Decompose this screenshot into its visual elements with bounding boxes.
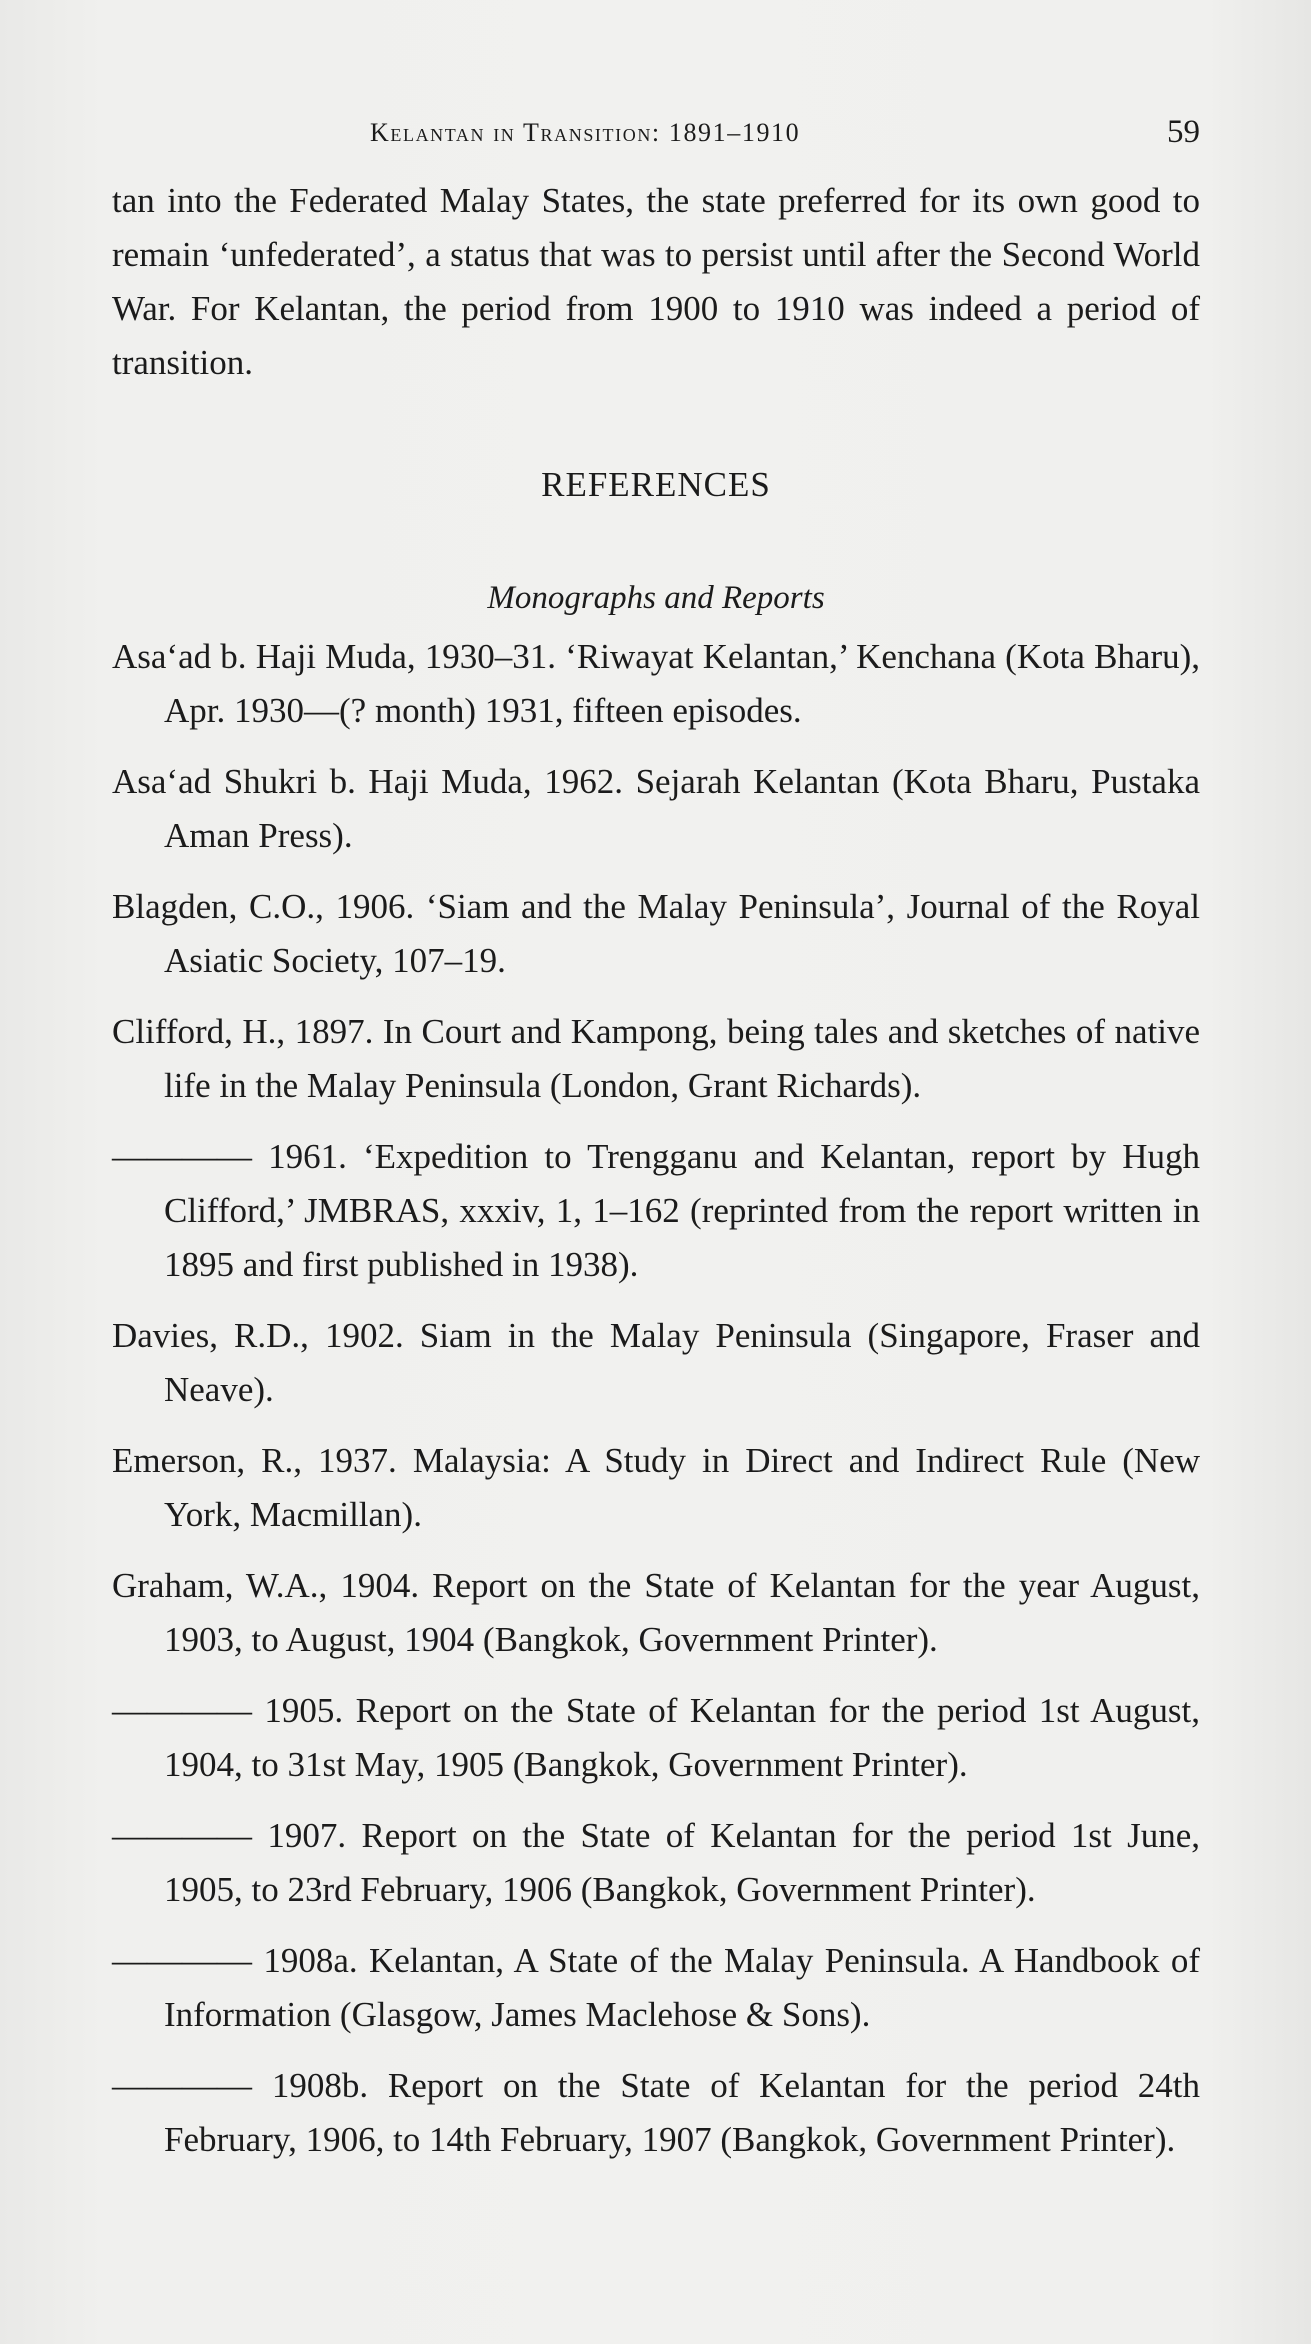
reference-entry [112, 1684, 1200, 1792]
reference-text: Siam in the Malay Peninsula (Singapore, Fraser and Neave). [164, 1316, 1201, 1409]
reference-text: Report on the State of Kelantan for the period 24th February, 1906, to 14th February, 1907 (Bangkok, Government Printer). [164, 2066, 1200, 2159]
reference-entry [112, 1005, 1200, 1113]
reference-entry [112, 1809, 1200, 1917]
references-heading: REFERENCES [541, 465, 771, 504]
reference-author: Blagden, C.O., 1906. [112, 887, 415, 926]
reference-entry [112, 1934, 1200, 2042]
references-subheading: Monographs and Reports [487, 580, 825, 616]
reference-entry [112, 630, 1200, 738]
reference-entry [112, 755, 1200, 863]
reference-entry [112, 1559, 1200, 1667]
reference-list [112, 630, 1200, 2184]
reference-entry [112, 1130, 1200, 1292]
reference-author: ———— 1961. [112, 1137, 347, 1176]
reference-entry [112, 1309, 1200, 1417]
reference-text: ‘Siam and the Malay Peninsula’, Journal of the Royal Asiatic Society, 107–19. [164, 887, 1201, 980]
reference-text: Kelantan, A State of the Malay Peninsula. A Handbook of Information (Glasgow, James Maclehose & Sons). [164, 1941, 1200, 2034]
reference-author: Graham, W.A., 1904. [112, 1566, 420, 1605]
reference-author: Asa‘ad b. Haji Muda, 1930–31. [112, 637, 557, 676]
reference-author: Asa‘ad Shukri b. Haji Muda, 1962. [112, 762, 623, 801]
reference-author: ———— 1908b. [112, 2066, 369, 2105]
reference-text: In Court and Kampong, being tales and sketches of native life in the Malay Peninsula (London, Grant Richards). [164, 1012, 1201, 1105]
reference-entry [112, 880, 1200, 988]
running-head [112, 112, 1200, 162]
reference-author: Clifford, H., 1897. [112, 1012, 374, 1051]
reference-text: ‘Expedition to Trengganu and Kelantan, report by Hugh Clifford,’ JMBRAS, xxxiv, 1, 1–162 (reprinted from the report written in 1895 and first published in 1938). [164, 1137, 1201, 1284]
reference-entry [112, 1434, 1200, 1542]
reference-author: ———— 1908a. [112, 1941, 358, 1980]
reference-text: ‘Riwayat Kelantan,’ Kenchana (Kota Bharu), Apr. 1930—(? month) 1931, fifteen episodes. [164, 637, 1201, 730]
body-paragraph: tan into the Federated Malay States, the state preferred for its own good to remain ‘unfederated’, a status that was to persist until after the Second World War. For Kelantan, the period from 1900 to 1910 was indeed a period of transition. [112, 181, 1200, 382]
reference-text: Report on the State of Kelantan for the period 1st June, 1905, to 23rd February, 1906 (Bangkok, Government Printer). [164, 1816, 1201, 1909]
reference-text: Report on the State of Kelantan for the year August, 1903, to August, 1904 (Bangkok, Government Printer). [164, 1566, 1200, 1659]
reference-text: Sejarah Kelantan (Kota Bharu, Pustaka Aman Press). [164, 762, 1200, 855]
reference-author: ———— 1907. [112, 1816, 347, 1855]
reference-author: Emerson, R., 1937. [112, 1441, 397, 1480]
page-number: 59 [1167, 114, 1200, 150]
reference-text: Malaysia: A Study in Direct and Indirect Rule (New York, Macmillan). [164, 1441, 1201, 1534]
reference-text: Report on the State of Kelantan for the period 1st August, 1904, to 31st May, 1905 (Bangkok, Government Printer). [164, 1691, 1200, 1784]
reference-author: ———— 1905. [112, 1691, 344, 1730]
reference-entry [112, 2059, 1200, 2167]
reference-author: Davies, R.D., 1902. [112, 1316, 404, 1355]
running-title: Kelantan in Transition: 1891–1910 [370, 118, 801, 147]
